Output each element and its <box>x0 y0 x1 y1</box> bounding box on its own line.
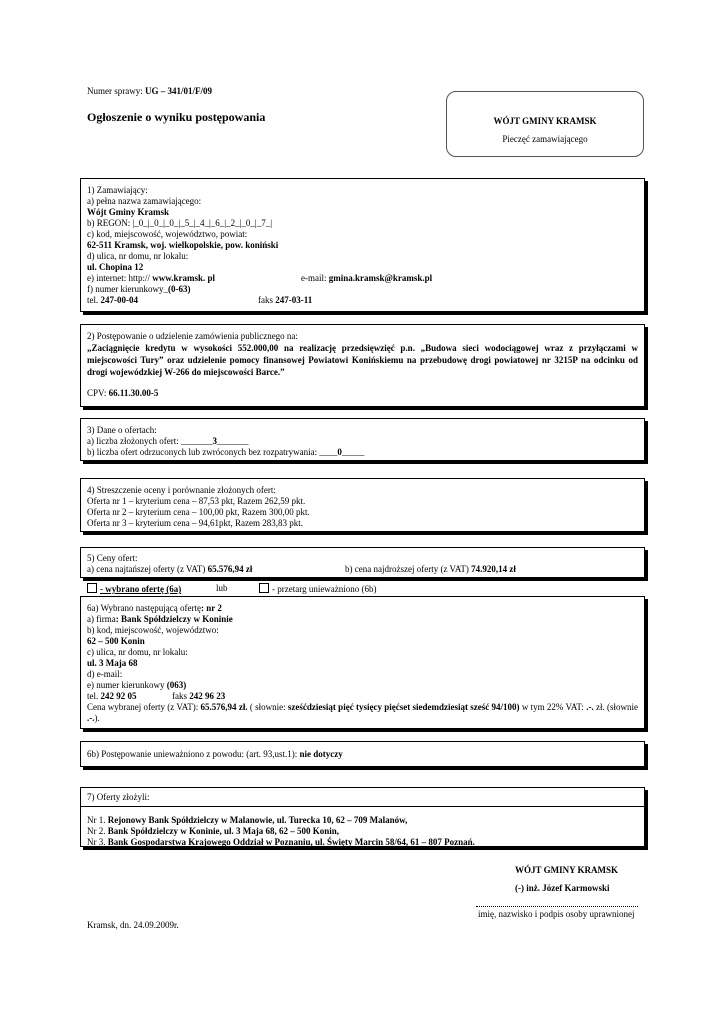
field-label: a) liczba złożonych ofert: _______ <box>87 436 213 446</box>
offers-count: 3 <box>212 436 217 446</box>
rejected-count-row <box>87 447 638 458</box>
cpv-row <box>87 388 638 399</box>
selected-price-text <box>87 702 638 724</box>
choice-or: lub <box>216 583 228 593</box>
area-code-row <box>87 284 638 295</box>
field-label: e) internet: http:// <box>87 273 153 283</box>
choice-row-b <box>259 583 377 595</box>
field-label: w tym 22% VAT: <box>519 702 587 712</box>
bidder-row <box>87 837 638 848</box>
stamp-box <box>446 91 644 157</box>
section-heading: 1) Zamawiający: <box>87 185 148 195</box>
selected-phone-row <box>87 691 638 702</box>
section-procedure <box>80 324 645 407</box>
regon: b) REGON: |_0_|_0_|_0_|_5_|_4_|_6_|_2_|_0_|_7_| <box>87 218 273 228</box>
offer-score: Oferta nr 1 – kryterium cena – 87,53 pkt, Razem 262,59 pkt. <box>87 496 306 506</box>
vat-value: .-. <box>586 702 594 712</box>
selected-fax-group <box>172 691 225 702</box>
section-offer-data <box>80 418 645 461</box>
highest-price: 74.920,14 zł <box>471 564 516 574</box>
field-label: ( słownie: <box>247 702 288 712</box>
procedure-subject: „Zaciągnięcie kredytu w wysokości 552.000,00 na realizację przedsięwzięć p.n. „Budowa sieci wodociągowej wraz z przyłączami w miejscowości Tury” oraz udzielenie pomocy finansowej Powiatowi Konińskiemu na przebudowę drogi powiatowej nr 3215P na odcinku od drogi wojewódzkiej W-266 do miejscowości Barce.” <box>87 343 638 377</box>
stamp-name: WÓJT GMINY KRAMSK <box>493 116 597 126</box>
field-label: faks <box>172 691 190 701</box>
field-label: d) ulica, nr domu, nr lokalu: <box>87 251 189 261</box>
highest-price-group <box>345 564 516 575</box>
selected-price: 65.576,94 zł. <box>200 702 248 712</box>
place-date: Kramsk, dn. 24.09.2009r. <box>87 920 179 930</box>
rejected-count: 0 <box>337 447 342 457</box>
field-label: a) cena najtańszej oferty (z VAT) <box>87 564 208 574</box>
email: gmina.kramsk@kramsk.pl <box>328 273 433 283</box>
punctuation: ). <box>94 713 100 723</box>
selected-area-code: (063) <box>166 680 187 690</box>
bidder-name: Bank Spółdzielczy w Koninie, ul. 3 Maja 68, 62 – 500 Konin, <box>107 826 340 836</box>
field-label: a) firma <box>87 614 116 624</box>
price-row <box>87 564 638 575</box>
case-number: Numer sprawy: UG – 341/01/F/09 <box>87 86 212 96</box>
field-label: c) kod, miejscowość, województwo, powiat: <box>87 229 248 239</box>
divider <box>80 806 645 807</box>
field-label: tel. <box>87 295 101 305</box>
section-heading: 2) Postępowanie o udzielenie zamówienia publicznego na: <box>87 331 298 341</box>
signature-caption: imię, nazwisko i podpis osoby uprawnionej <box>478 909 635 919</box>
vat-unit: zł. <box>593 702 605 712</box>
selected-offer-number: : nr 2 <box>201 603 222 613</box>
field-label: b) cena najdroższej oferty (z VAT) <box>345 564 472 574</box>
bidder-row <box>87 826 638 837</box>
field-label: Cena wybranej oferty (z VAT): <box>87 702 201 712</box>
orderer-street: ul. Chopina 12 <box>87 262 144 272</box>
option-cancelled-label: - przetarg unieważniono (6b) <box>272 584 377 594</box>
phone-row <box>87 295 638 306</box>
fax: 247-03-11 <box>275 295 313 305</box>
option-selected-checkbox[interactable] <box>87 583 97 593</box>
field-label: e) numer kierunkowy <box>87 680 167 690</box>
firm-row <box>87 614 638 625</box>
selected-firm: : Bank Spółdzielczy w Koninie <box>115 614 233 624</box>
field-label: (słownie <box>607 702 638 712</box>
bidder-number: Nr 2. <box>87 826 108 836</box>
section-prices <box>80 547 645 578</box>
section-evaluation <box>80 478 645 532</box>
stamp-caption: Pieczęć zamawiającego <box>502 134 588 144</box>
bidder-number: Nr 3. <box>87 837 108 847</box>
signature-title: WÓJT GMINY KRAMSK <box>515 865 619 875</box>
field-label: b) kod, miejscowość, województwo: <box>87 625 219 635</box>
cancellation-row <box>87 749 638 760</box>
section-cancellation <box>80 741 645 767</box>
option-selected-label: - wybrano ofertę (6a) <box>100 584 182 594</box>
bidder-name: Rejonowy Bank Spółdzielczy w Malanowie, ul. Turecka 10, 62 – 709 Malanów, <box>107 815 408 825</box>
selected-street: ul. 3 Maja 68 <box>87 658 138 668</box>
bidder-number: Nr 1. <box>87 815 108 825</box>
field-label: b) liczba ofert odrzuconych lub zwróconych bez rozpatrywania: ____ <box>87 447 338 457</box>
section-orderer <box>80 178 645 312</box>
selected-heading <box>87 603 638 614</box>
field-label: a) pełna nazwa zamawiającego: <box>87 196 202 206</box>
field-label: CPV: <box>87 388 109 398</box>
phone: 247-00-04 <box>100 295 138 305</box>
orderer-address: 62-511 Kramsk, woj. wielkopolskie, pow. koniński <box>87 240 279 250</box>
website: www.kramsk. pl <box>152 273 215 283</box>
bidder-row <box>87 815 638 826</box>
section-heading: 6a) Wybrano następującą ofertę <box>87 603 201 613</box>
lowest-price: 65.576,94 zł <box>207 564 253 574</box>
offer-score: Oferta nr 3 – kryterium cena – 94,61pkt, Razem 283,83 pkt. <box>87 518 303 528</box>
area-code: (0-63) <box>167 284 191 294</box>
section-heading: 3) Dane o ofertach: <box>87 425 157 435</box>
cpv-code: 66.11.30.00-5 <box>108 388 159 398</box>
underline-filler: _____ <box>341 447 365 457</box>
section-bidders <box>80 787 645 847</box>
selected-phone: 242 92 05 <box>100 691 137 701</box>
field-label: d) e-mail: <box>87 669 123 679</box>
field-label: faks <box>258 295 276 305</box>
field-label: 6b) Postępowanie unieważniono z powodu: (art. 93,ust.1): <box>87 749 300 759</box>
offer-score: Oferta nr 2 – kryterium cena – 100,00 pkt, Razem 300,00 pkt. <box>87 507 310 517</box>
selected-price-words: sześćdziesiąt pięć tysięcy pięćset siedemdziesiąt sześć 94/100) <box>287 702 520 712</box>
signature-line <box>476 906 638 907</box>
field-label: f) numer kierunkowy_ <box>87 284 168 294</box>
section-heading: 5) Ceny ofert: <box>87 553 138 563</box>
section-heading: 4) Streszczenie oceny i porównanie złożonych ofert: <box>87 485 276 495</box>
underline-filler: _______ <box>216 436 249 446</box>
section-selected-offer <box>80 596 645 729</box>
selected-area-code-row <box>87 680 638 691</box>
choice-row <box>87 583 181 595</box>
selected-fax: 242 96 23 <box>189 691 226 701</box>
offers-count-row <box>87 436 638 447</box>
vat-words: .-. <box>87 713 95 723</box>
field-label: c) ulica, nr domu, nr lokalu: <box>87 647 188 657</box>
selected-city: 62 – 500 Konin <box>87 636 145 646</box>
orderer-name: Wójt Gminy Kramsk <box>87 207 169 217</box>
email-group <box>301 273 432 284</box>
bidder-name: Bank Gospodarstwa Krajowego Oddział w Poznaniu, ul. Święty Marcin 58/64, 61 – 807 Poznań. <box>107 837 475 847</box>
internet-row <box>87 273 638 284</box>
cancellation-reason: nie dotyczy <box>299 749 343 759</box>
page-title: Ogłoszenie o wyniku postępowania <box>87 110 266 124</box>
fax-group <box>258 295 312 306</box>
field-label: tel. <box>87 691 101 701</box>
section-heading: 7) Oferty złożyli: <box>87 792 150 802</box>
signature-name: (-) inż. Józef Karmowski <box>515 883 610 893</box>
field-label: e-mail: <box>301 273 329 283</box>
option-cancelled-checkbox[interactable] <box>259 583 269 593</box>
